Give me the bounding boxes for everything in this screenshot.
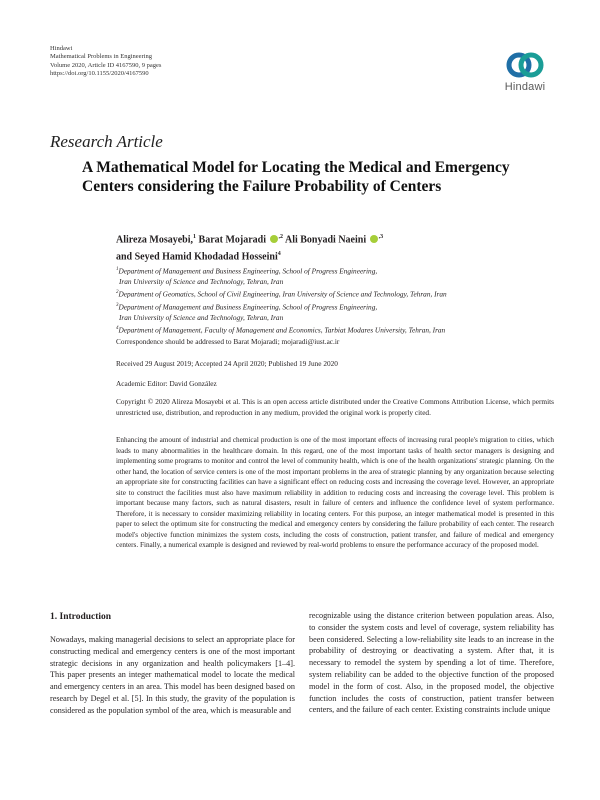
affiliation-text: Department of Geomatics, School of Civil Engineering, Iran University of Science and Technology, Tehran, Iran — [118, 289, 447, 299]
affiliation-mark: 4 — [116, 325, 119, 331]
affiliation-item — [116, 265, 556, 277]
author-name[interactable]: Seyed Hamid Khodadad Hosseini — [134, 251, 278, 263]
affiliation-item — [116, 313, 556, 324]
author-name[interactable]: Ali Bonyadi Naeini — [284, 234, 367, 246]
logo-text: Hindawi — [504, 81, 546, 93]
affiliations — [116, 265, 556, 336]
orcid-icon[interactable] — [370, 235, 378, 243]
affiliation-mark: 3 — [116, 302, 119, 308]
article-type: Research Article — [50, 132, 163, 151]
article-title: A Mathematical Model for Locating the Medical and Emergency Centers considering the Failure Probability of Centers — [82, 159, 510, 195]
author-name[interactable]: Barat Mojaradi — [198, 234, 267, 246]
affiliation-text: Iran University of Science and Technology, Tehran, Iran — [119, 312, 284, 322]
section-heading: 1. Introduction — [50, 612, 112, 622]
hindawi-rings-icon — [506, 48, 544, 82]
correspondence: Correspondence should be addressed to Barat Mojaradi; mojaradi@iust.ac.ir — [116, 337, 340, 346]
author-affiliation-mark: 4 — [277, 251, 281, 258]
author-conjunction: and — [116, 251, 133, 263]
intro-paragraph-right: recognizable using the distance criterion between population areas. Also, to consider the system costs and level of coverage, system reliability has been considered. Selecting a low-reliability site leads to an increase in the probability of destroying or deactivating a system. After that, it is necessary to remodel the system by spending a lot of time. Therefore, system reliability can be added to the objective function of the proposed model in the form of cost. Also, in the proposed model, the objective function includes the costs of construction, patient transfer between centers, and the failure of each center. Existing constraints include unique — [309, 611, 554, 715]
journal-name: Mathematical Problems in Engineering — [50, 53, 152, 61]
affiliation-item — [116, 324, 556, 336]
affiliation-text: Department of Management, Faculty of Management and Economics, Tarbiat Modares University, Tehran, Iran — [118, 325, 446, 335]
affiliation-item — [116, 301, 556, 313]
journal-info — [50, 45, 161, 79]
author-list — [116, 230, 556, 265]
affiliation-item — [116, 277, 556, 288]
copyright-notice: Copyright © 2020 Alireza Mosayebi et al. This is an open access article distributed under the Creative Commons Attribution License, which permits unrestricted use, distribution, and reproduction in any medium, provided the original work is properly cited. — [116, 397, 554, 417]
affiliation-mark: 2 — [116, 290, 119, 296]
affiliation-item — [116, 288, 556, 300]
publication-dates: Received 29 August 2019; Accepted 24 April 2020; Published 19 June 2020 — [116, 359, 338, 368]
author-affiliation-mark: ,3 — [378, 234, 384, 240]
affiliation-text: Department of Management and Business Engineering, School of Progress Engineering, — [118, 266, 378, 276]
hindawi-logo[interactable] — [496, 48, 554, 93]
author-affiliation-mark: 1 — [193, 234, 197, 240]
volume-info: Volume 2020, Article ID 4167590, 9 pages — [50, 61, 162, 69]
orcid-icon[interactable] — [270, 235, 278, 243]
doi-link[interactable]: https://doi.org/10.1155/2020/4167590 — [50, 70, 149, 78]
affiliation-text: Iran University of Science and Technology, Tehran, Iran — [119, 277, 284, 287]
author-name[interactable]: Alireza Mosayebi, — [116, 234, 194, 246]
abstract: Enhancing the amount of industrial and chemical production is one of the most important effects of increasing rural people's migration to cities, which leads to many abnormalities in the healthcare domain. In this regard, one of the most important tasks of health sector managers is designing and implementing some programs to monitor and control the level of community health, which is one of the health organizations' strategic planning. On the other hand, the location of service centers is one of the most important problems in the area of strategic planning by any organization because selecting an appropriate site for constructing facilities can have a significant effect on reducing costs and increasing the coverage level. However, an appropriate site to construct the facilities must also have maximum reliability in addition to reducing costs and increasing the coverage level. This problem is important because many factors, such as natural disasters, result in failure of centers and influence the confidence level of system performance. Therefore, it is necessary to consider maximizing reliability in locating centers. For this purpose, an integer mathematical model is presented in this paper to select the optimum site for constructing the medical and emergency centers by considering the failure probability of each center. The research model's objective function minimizes the system costs, including the costs of construction, patient transfer, and failure of medical and emergency centers. Finally, a numerical example is designed and reviewed by real-world problems to ensure the performance accuracy of the proposed model. — [116, 436, 554, 549]
intro-paragraph-left: Nowadays, making managerial decisions to select an appropriate place for constructing medical and emergency centers is one of the most important strategic decisions in any organization and health policymakers [1–4]. This paper presents an integer mathematical model to locate the medical and emergency centers in an area. This model has been designed based on research by Degel et al. [5]. In this study, the gravity of the population is considered as the population symbol of the area, which is measurable and — [50, 635, 295, 715]
academic-editor: Academic Editor: David González — [116, 379, 217, 388]
author-affiliation-mark: ,2 — [278, 234, 284, 240]
affiliation-mark: 1 — [116, 267, 119, 272]
publisher-name: Hindawi — [50, 45, 73, 52]
affiliation-text: Department of Management and Business Engineering, School of Progress Engineering, — [118, 301, 378, 311]
